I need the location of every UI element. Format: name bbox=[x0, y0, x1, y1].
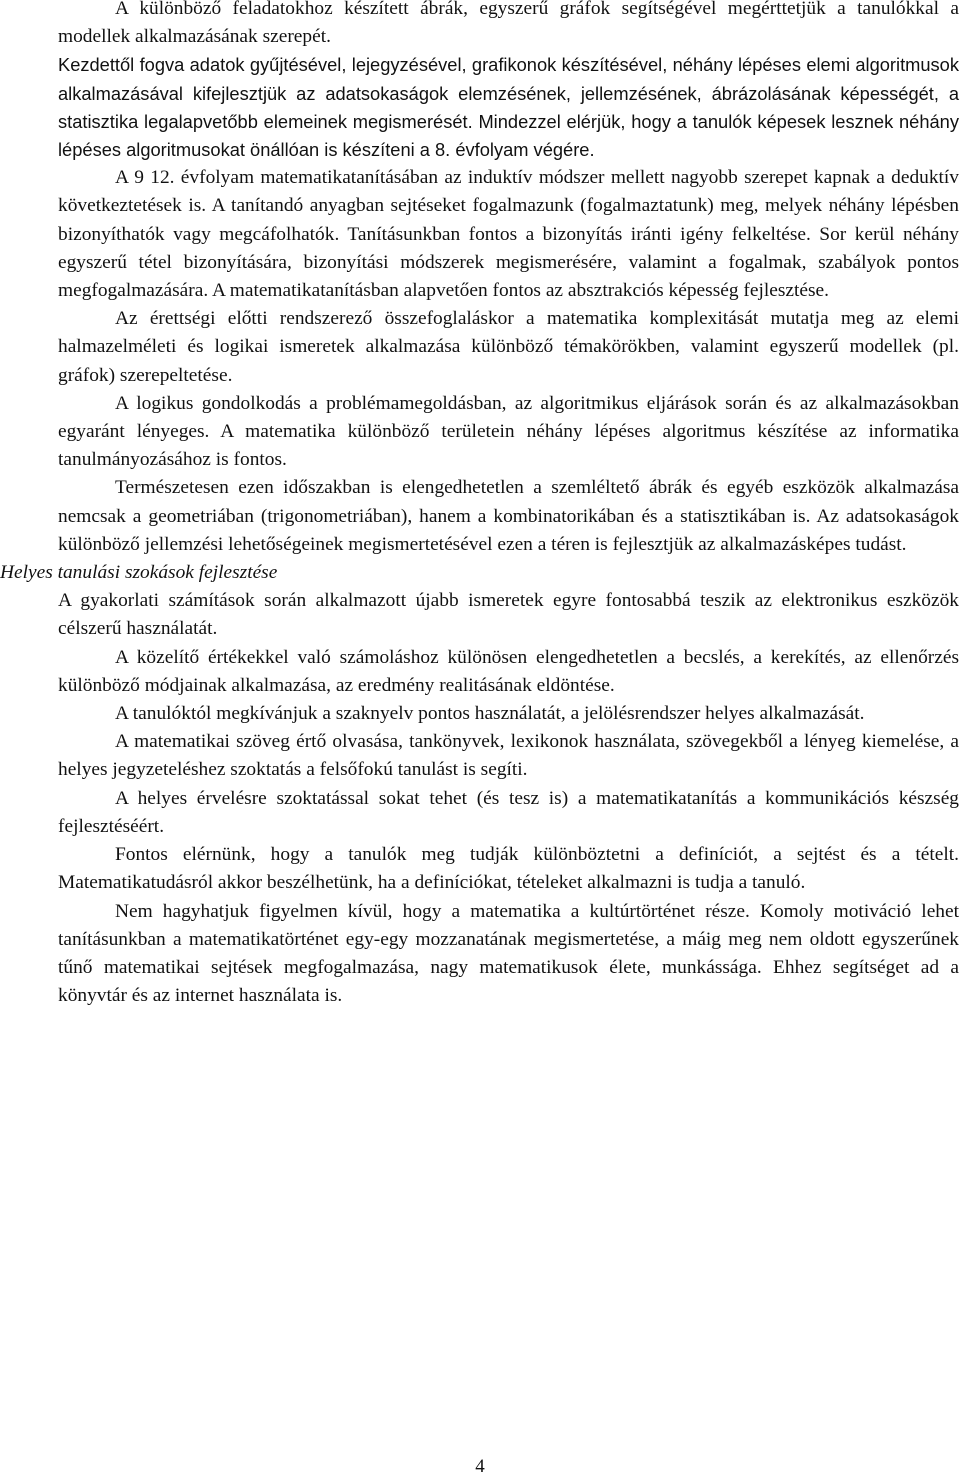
paragraph-final-exam-review: Az érettségi előtti rendszerező összefoglaláskor a matematika komplexitását mutatja meg az elemi halmazelméleti és logikai ismeretek alkalmazása különböző témakörökben, valamint egyszerű modellek (pl. gráfok) szerepeltetése. bbox=[58, 308, 959, 386]
paragraph-grades-9-12: A 9 12. évfolyam matematikatanításában az induktív módszer mellett nagyobb szerepet kapnak a deduktív következtetések is. A tanítandó anyagban sejtéseket fogalmazunk (fogalmaztatunk) meg, melyek néhány lépésben bizonyíthatók vagy megcáfolhatók. Tanításunkban fontos a bizonyítás iránti igény felkeltése. Sor kerül néhány egyszerű tétel bizonyítására, bizonyítási módszerek megismerésére, valamint a fogalmak, szabályok pontos megfogalmazására. A matematikatanításban alapvetően fontos az absztrakciós képesség fejlesztése. bbox=[58, 167, 959, 302]
paragraph-approximation: A közelítő értékekkel való számoláshoz különösen elengedhetetlen a becslés, a kerekítés, az ellenőrzés különböző módjainak alkalmazása, az eredmény realitásának eldöntése. bbox=[58, 646, 959, 696]
paragraph-history-of-math: Nem hagyhatjuk figyelmen kívül, hogy a matematika a kultúrtörténet része. Komoly motiváció lehet tanításunkban a matematikatörténet egy-egy mozzanatának megismertetése, a máig meg nem oldott egyszerűnek tűnő matematikai sejtések megfogalmazása, nagy matematikusok élete, munkássága. Ehhez segítséget ad a könyvtár és az internet használata is. bbox=[58, 900, 959, 1007]
paragraph-logical-thinking: A logikus gondolkodás a problémamegoldásban, az algoritmikus eljárások során és az alkalmazásokban egyaránt lényeges. A matematika különböző területein néhány lépéses algoritmus készítése az informatika tanulmányozásához is fontos. bbox=[58, 392, 959, 471]
paragraph-definitions-theorems: Fontos elérnünk, hogy a tanulók meg tudják különböztetni a definíciót, a sejtést és a tételt. Matematikatudásról akkor beszélhetünk, ha a definíciókat, tételeket alkalmazni is tudja a tanuló. bbox=[58, 844, 959, 894]
paragraph-argumentation: A helyes érvelésre szoktatással sokat tehet (és tesz is) a matematikatanítás a kommunikációs készség fejlesztéséért. bbox=[58, 787, 959, 837]
paragraph-reading-comprehension: A matematikai szöveg értő olvasása, tankönyvek, lexikonok használata, szövegekből a lényeg kiemelése, a helyes jegyzeteléshez szoktatás a felsőfokú tanulást is segíti. bbox=[58, 731, 959, 781]
paragraph-visual-aids: Természetesen ezen időszakban is elengedhetetlen a szemléltető ábrák és egyéb eszközök alkalmazása nemcsak a geometriában (trigonometriában), hanem a kombinatorikában és a statisztikában is. Az adatsokaságok különböző jellemzési lehetőségeinek megismertetésével ezen a téren is fejlesztjük az alkalmazásképes tudást. bbox=[58, 477, 959, 555]
paragraph-electronic-tools: A gyakorlati számítások során alkalmazott újabb ismeretek egyre fontosabbá teszik az elektronikus eszközök célszerű használatát. bbox=[58, 590, 959, 640]
page-number: 4 bbox=[475, 1456, 485, 1477]
paragraph-terminology: A tanulóktól megkívánjuk a szaknyelv pontos használatát, a jelölésrendszer helyes alkalmazását. bbox=[115, 703, 865, 725]
paragraph-figures-graphs: A különböző feladatokhoz készített ábrák, egyszerű gráfok segítségével megérttetjük a tanulókkal a modellek alkalmazásának szerepét. bbox=[58, 0, 959, 48]
paragraph-data-collection-algorithms: Kezdettől fogva adatok gyűjtésével, lejegyzésével, grafikonok készítésével, néhány lépéses elemi algoritmusok alkalmazásával kifejlesztjük az adatsokaságok elemzésének, jellemzésének, ábrázolásának képességét, a statisztika legalapvetőbb elemeinek megismerését. Mindezzel elérjük, hogy a tanulók képesek lesznek néhány lépéses algoritmusokat önállóan is készíteni a 8. évfolyam végére. bbox=[58, 54, 959, 161]
section-heading: Helyes tanulási szokások fejlesztése bbox=[0, 562, 278, 584]
